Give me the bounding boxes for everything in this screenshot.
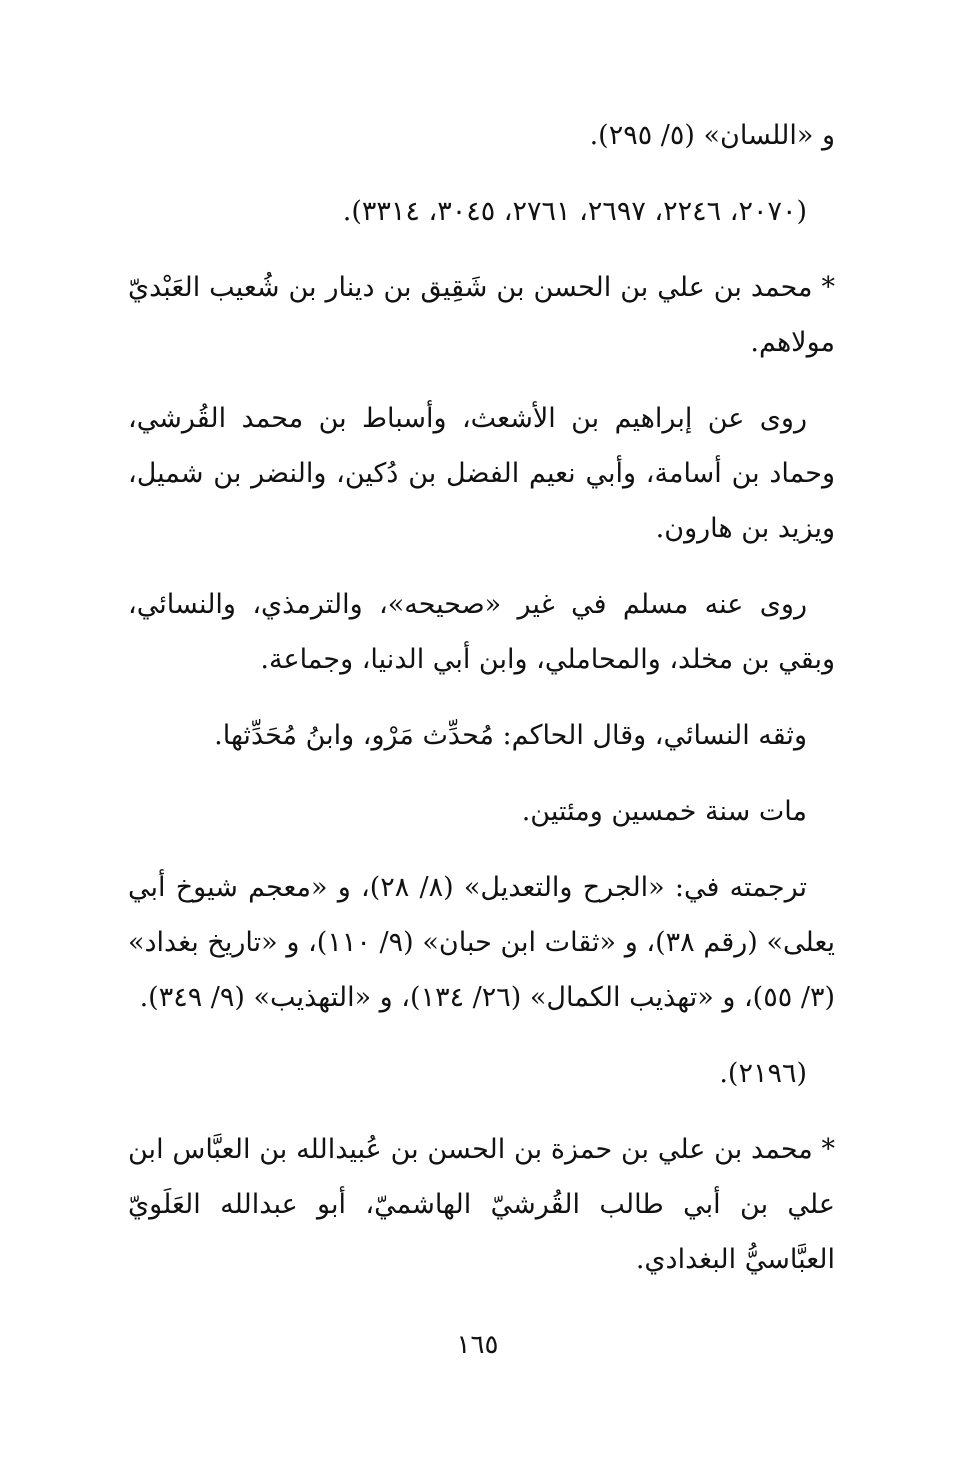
paragraph-9: (٢١٩٦).	[719, 1058, 807, 1089]
paragraph-8: ترجمته في: «الجرح والتعديل» (٨/ ٢٨)، و «معجم شيوخ أبي يعلى» (رقم ٣٨)، و «ثقات ابن حبان» (٩/ ١١٠)، و «تاريخ بغداد» (٣/ ٥٥)، و «تهذيب الكمال» (٢٦/ ١٣٤)، و «التهذيب» (٩/ ٣٤٩).	[128, 872, 835, 1013]
paragraph-10: * محمد بن علي بن حمزة بن الحسن بن عُبيدالله بن العبَّاس ابن علي بن أبي طالب القُرشيّ الهاشميّ، أبو عبدالله العَلَويّ العبَّاسيُّ البغدادي.	[128, 1134, 835, 1275]
paragraph-1: و «اللسان» (٥/ ٢٩٥).	[589, 120, 835, 151]
paragraph-2: (٢٠٧٠، ٢٢٤٦، ٢٦٩٧، ٢٧٦١، ٣٠٤٥، ٣٣١٤).	[342, 196, 807, 227]
paragraph-4: روى عن إبراهيم بن الأشعث، وأسباط بن محمد القُرشي، وحماد بن أسامة، وأبي نعيم الفضل بن دُكين، والنضر بن شميل، ويزيد بن هارون.	[128, 403, 835, 544]
paragraph-3: * محمد بن علي بن الحسن بن شَقِيق بن دينار بن شُعيب العَبْديّ مولاهم.	[128, 272, 835, 358]
paragraph-5: روى عنه مسلم في غير «صحيحه»، والترمذي، والنسائي، وبقي بن مخلد، والمحاملي، وابن أبي الدنيا، وجماعة.	[128, 589, 835, 675]
paragraph-6: وثقه النسائي، وقال الحاكم: مُحدِّث مَرْو، وابنُ مُحَدِّثها.	[214, 720, 807, 751]
page-number: ١٦٥	[456, 1330, 499, 1360]
main-text	[128, 108, 835, 1308]
paragraph-7: مات سنة خمسين ومئتين.	[521, 796, 807, 827]
